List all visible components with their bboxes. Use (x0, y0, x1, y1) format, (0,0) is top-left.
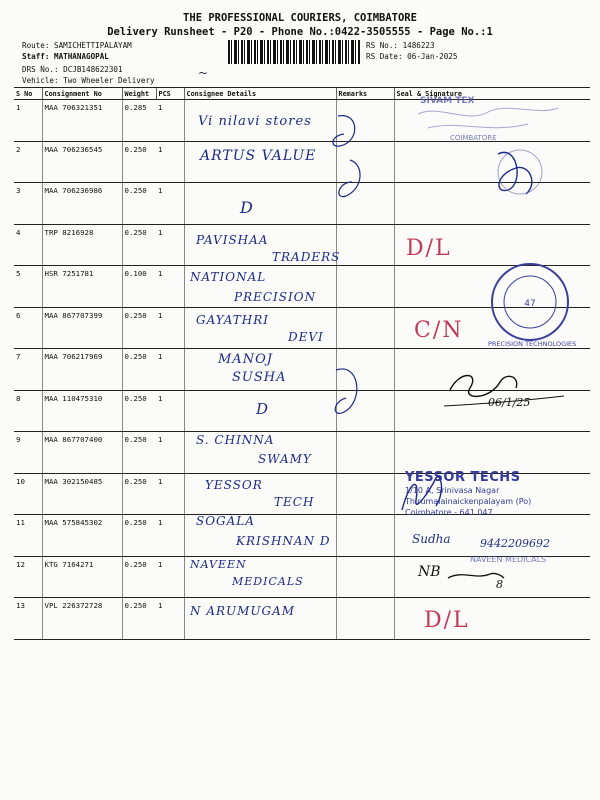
row-consignment: MAA 867707399 (42, 307, 122, 349)
hand-consignee-3: D (240, 198, 254, 217)
yessor-line-2: Thirumalainaickenpalayam (Po) (405, 497, 532, 506)
meta-right (366, 41, 457, 62)
row-pcs: 1 (156, 390, 184, 432)
row-sno: 4 (14, 224, 42, 266)
yessor-title: YESSOR TECHS (405, 470, 521, 485)
signature-date: 06/1/25 (488, 396, 531, 409)
table-row (14, 598, 590, 640)
hand-consignee-7a: MANOJ (218, 352, 273, 367)
pen-loop (335, 369, 357, 413)
signature-row-12: NB (418, 564, 441, 580)
col-consignment: Consignment No (42, 88, 122, 100)
hand-consignee-10b: TECH (274, 495, 315, 509)
remark-row-13: D/L (424, 608, 470, 633)
row-sno: 1 (14, 100, 42, 142)
stamp-sivam-tex: SIVAM TEX (420, 96, 475, 106)
row-consignment: TRP 8216928 (42, 224, 122, 266)
handnote-phone: 9442209692 (480, 537, 550, 550)
row-sno: 10 (14, 473, 42, 515)
row-sno: 5 (14, 266, 42, 308)
row-consignment: MAA 706236545 (42, 141, 122, 183)
row-consignment: MAA 302150485 (42, 473, 122, 515)
row-pcs: 1 (156, 556, 184, 598)
col-seal: Seal & Signature (394, 88, 590, 100)
col-pcs: PCS (156, 88, 184, 100)
signature-row-7-8 (440, 360, 570, 420)
pen-marks (330, 112, 370, 422)
row-pcs: 1 (156, 141, 184, 183)
runsheet-title: THE PROFESSIONAL COURIERS, COIMBATORE (183, 12, 417, 24)
col-remarks: Remarks (336, 88, 394, 100)
row-sno: 7 (14, 349, 42, 391)
row-pcs: 1 (156, 100, 184, 142)
rs-date: RS Date: 06-Jan-2025 (366, 51, 458, 61)
hand-consignee-12a: NAVEEN (190, 558, 247, 571)
row-weight: 0.250 (122, 473, 156, 515)
row-consignment: MAA 706321351 (42, 100, 122, 142)
row-remarks (336, 556, 394, 598)
row-weight: 0.250 (122, 390, 156, 432)
row-sno: 6 (14, 307, 42, 349)
hand-consignee-13: N ARUMUGAM (190, 604, 296, 618)
pen-loop (339, 160, 360, 197)
pen-loop (333, 116, 355, 147)
staff-name: MATHANAGOPAL (54, 51, 109, 61)
row-pcs: 1 (156, 349, 184, 391)
hand-consignee-8: D (256, 400, 270, 418)
row-consignment: KTG 7164271 (42, 556, 122, 598)
row-pcs: 1 (156, 598, 184, 640)
hand-consignee-11b: KRISHNAN D (236, 534, 331, 548)
hand-consignee-4b: TRADERS (272, 250, 341, 264)
row-consignment: MAA 110475310 (42, 390, 122, 432)
meta-left (22, 41, 155, 86)
handnote-sign: Sudha (412, 532, 451, 546)
stamp-sivam-sub: COIMBATORE (450, 134, 497, 142)
precision-stamp-icon (488, 260, 572, 344)
row-weight: 0.250 (122, 556, 156, 598)
row-consignment: MAA 867707400 (42, 432, 122, 474)
signature-row-1-2 (398, 94, 578, 204)
runsheet-subtitle: Delivery Runsheet - P20 - Phone No.:0422-3505555 - Page No.:1 (107, 26, 493, 38)
row-sno: 2 (14, 141, 42, 183)
row-weight: 0.250 (122, 598, 156, 640)
remark-row-6: C/N (414, 318, 464, 343)
row-remarks (336, 432, 394, 474)
hand-consignee-10a: YESSOR (205, 478, 263, 492)
yessor-line-1: 1/10 A, Srinivasa Nagar (405, 486, 500, 495)
staff-label: Staff: (22, 51, 55, 61)
row-remarks (336, 515, 394, 557)
vehicle: Vehicle: Two Wheeler Delivery (22, 75, 155, 85)
svg-text:47: 47 (524, 299, 536, 309)
row-weight: 0.285 (122, 100, 156, 142)
row-weight: 0.250 (122, 224, 156, 266)
row-sno: 13 (14, 598, 42, 640)
drs-no: DRS No.: DCJB148622301 (22, 65, 123, 74)
row-sno: 8 (14, 390, 42, 432)
remark-row-4: D/L (406, 236, 452, 261)
row-consignment: MAA 706236986 (42, 183, 122, 225)
row-pcs: 1 (156, 473, 184, 515)
hand-consignee-2: ARTUS VALUE (200, 148, 317, 164)
row-weight: 0.250 (122, 183, 156, 225)
row-pcs: 1 (156, 515, 184, 557)
row-pcs: 1 (156, 432, 184, 474)
col-weight: Weight (122, 88, 156, 100)
hand-consignee-6b: DEVI (288, 330, 324, 344)
rs-no: RS No.: 1486223 (366, 41, 435, 50)
row-pcs: 1 (156, 183, 184, 225)
row-pcs: 1 (156, 224, 184, 266)
row-remarks (336, 473, 394, 515)
row-consignment: HSR 7251781 (42, 266, 122, 308)
row-weight: 0.250 (122, 349, 156, 391)
barcode (228, 40, 360, 64)
route: Route: SAMICHETTIPALAYAM (22, 41, 132, 50)
handnote-number: 8 (496, 578, 503, 591)
precision-stamp-text: PRECISION TECHNOLOGIES (488, 340, 577, 348)
hand-consignee-12b: MEDICALS (232, 575, 304, 588)
hand-consignee-9a: S. CHINNA (196, 433, 275, 447)
hand-consignee-11a: SOGALA (196, 514, 255, 528)
hand-consignee-1: Vi nilavi stores (198, 114, 312, 129)
row-remarks (336, 598, 394, 640)
yessor-line-3: Coimbatore - 641 047 (405, 508, 493, 517)
row-consignment: VPL 226372728 (42, 598, 122, 640)
row-consignment: MAA 706217969 (42, 349, 122, 391)
row-consignment: MAA 575845302 (42, 515, 122, 557)
hand-consignee-4a: PAVISHAA (196, 233, 269, 247)
row-sno: 12 (14, 556, 42, 598)
row-weight: 0.250 (122, 307, 156, 349)
row-sno: 11 (14, 515, 42, 557)
hand-consignee-9b: SWAMY (258, 452, 312, 466)
hand-consignee-5b: PRECISION (234, 290, 317, 304)
hand-consignee-7b: SUSHA (232, 370, 287, 385)
row-weight: 0.250 (122, 432, 156, 474)
hand-consignee-6a: GAYATHRI (196, 313, 270, 327)
row-seal (394, 432, 590, 474)
col-consignee: Consignee Details (184, 88, 336, 100)
hand-consignee-5a: NATIONAL (190, 270, 267, 284)
row-pcs: 1 (156, 307, 184, 349)
row-pcs: 1 (156, 266, 184, 308)
row-weight: 0.250 (122, 515, 156, 557)
row-consignee (184, 183, 336, 225)
row-sno: 9 (14, 432, 42, 474)
row-weight: 0.100 (122, 266, 156, 308)
stamp-naveen-medicals: NAVEEN MEDICALS (470, 555, 547, 564)
handwritten-tick: ~ (198, 66, 209, 80)
col-sno: S No (14, 88, 42, 100)
signature-row-10 (396, 470, 456, 520)
row-sno: 3 (14, 183, 42, 225)
staff (22, 52, 155, 63)
row-weight: 0.250 (122, 141, 156, 183)
